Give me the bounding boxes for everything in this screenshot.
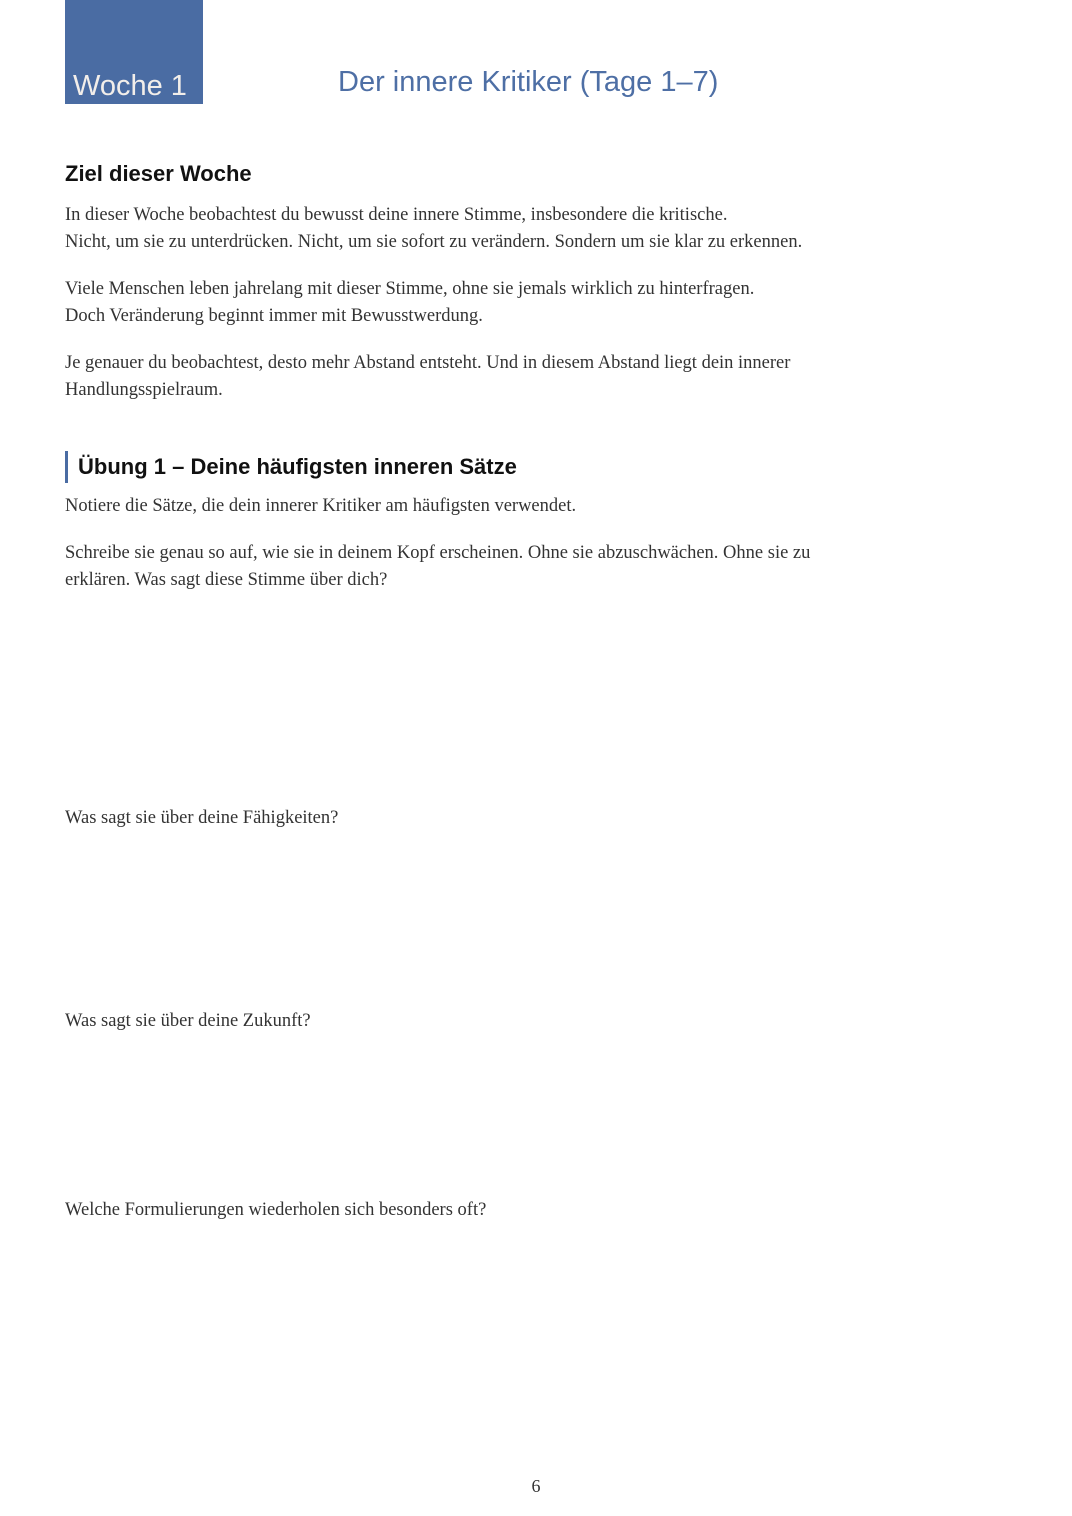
- goal-paragraph-2: [65, 276, 945, 330]
- page-number: 6: [531, 1476, 541, 1496]
- goal-paragraph-3: [65, 350, 945, 404]
- exercise-1-intro: Notiere die Sätze, die dein innerer Kritiker am häufigsten verwendet.: [65, 496, 577, 516]
- question-repeated-phrases: Welche Formulierungen wiederholen sich besonders oft?: [65, 1200, 487, 1220]
- exercise-1-heading: Übung 1 – Deine häufigsten inneren Sätze: [65, 451, 517, 483]
- question-abilities: Was sagt sie über deine Fähigkeiten?: [65, 808, 339, 828]
- exercise-1-instruction: [65, 540, 945, 594]
- text-line: Schreibe sie genau so auf, wie sie in deinem Kopf erscheinen. Ohne sie abzuschwächen. Ohne sie zu: [65, 543, 811, 563]
- question-future: Was sagt sie über deine Zukunft?: [65, 1011, 311, 1031]
- week-badge: [65, 0, 203, 104]
- goal-paragraph-1: [65, 202, 945, 256]
- text-line: Je genauer du beobachtest, desto mehr Abstand entsteht. Und in diesem Abstand liegt dein innerer: [65, 353, 791, 373]
- text-line: In dieser Woche beobachtest du bewusst deine innere Stimme, insbesondere die kritische.: [65, 205, 728, 225]
- text-line: erklären. Was sagt diese Stimme über dich?: [65, 570, 388, 590]
- text-line: Nicht, um sie zu unterdrücken. Nicht, um sie sofort zu verändern. Sondern um sie klar zu erkennen.: [65, 232, 803, 252]
- text-line: Viele Menschen leben jahrelang mit dieser Stimme, ohne sie jemals wirklich zu hinterfragen.: [65, 279, 755, 299]
- text-line: Doch Veränderung beginnt immer mit Bewusstwerdung.: [65, 306, 483, 326]
- goal-heading: Ziel dieser Woche: [65, 161, 252, 186]
- text-line: Handlungsspielraum.: [65, 380, 223, 400]
- week-title: Der innere Kritiker (Tage 1–7): [338, 66, 719, 98]
- week-label: Woche 1: [73, 70, 187, 102]
